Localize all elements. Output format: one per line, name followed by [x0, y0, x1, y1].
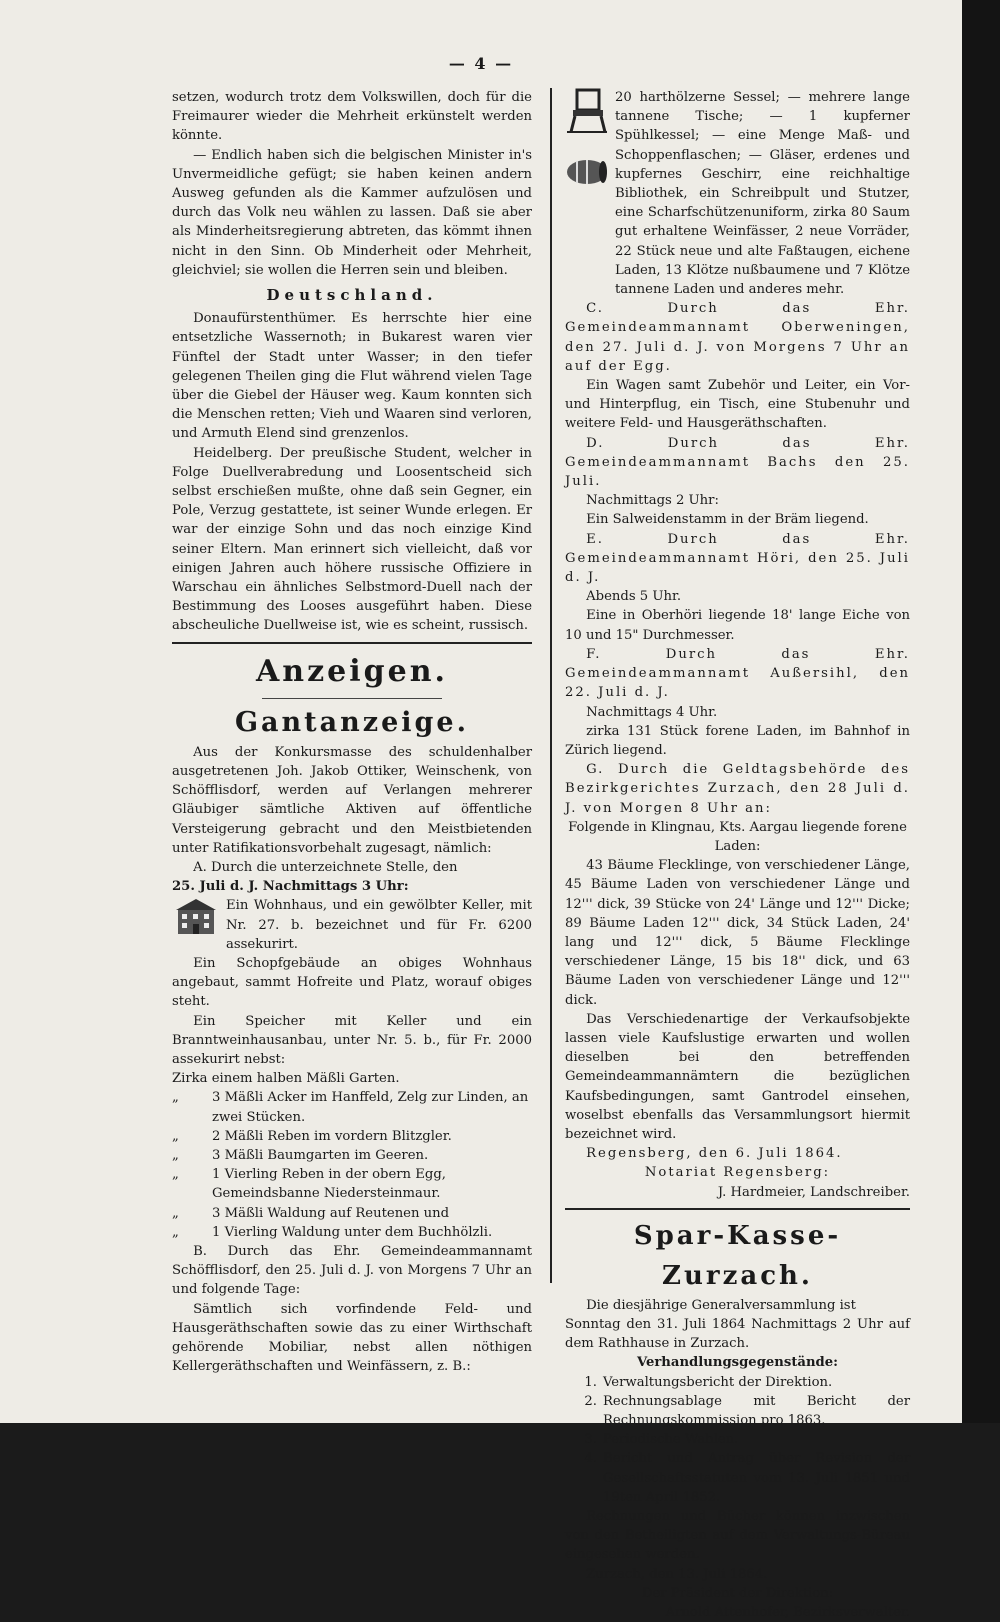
list-item-text: 3 Mäßli Baumgarten im Geeren.: [212, 1147, 429, 1163]
paragraph: Ein Salweidenstamm in der Bräm liegend.: [586, 512, 869, 528]
section-heading-anzeigen: Anzeigen.: [256, 653, 448, 689]
property-list: [172, 1088, 532, 1242]
paragraph: Die diesjährige Generalversammlung ist: [586, 1297, 856, 1313]
divider: [565, 1208, 910, 1210]
notariat: Notariat Regensberg:: [644, 1165, 831, 1181]
paragraph: 20 harthölzerne Sessel; — mehrere lange tannene Tische; — 1 kupferner Spühlkessel; — eine Menge Maß- und Schoppenflaschen; — Gläser, erdenes und kupfernes Geschirr, eine reichhaltige Bibliothek, ein Schreibpult und Stutzer, eine Scharfschützenuniform, zirka 80 Saum gut erhaltene Weinfässer, 2 neue Vorräder, 22 Stück neue und alte Faßtaugen, eichene Laden, 13 Klötze nußbaumene und 7 Klötze tannene Laden und anderes mehr.: [615, 90, 910, 298]
agenda-item: [565, 1373, 910, 1392]
agenda-list: [565, 1373, 910, 1507]
paragraph: Ein Speicher mit Keller und ein Branntweinhausanbau, unter Nr. 5. b., für Fr. 2000 assekurirt nebst:: [172, 1013, 532, 1067]
ditto-mark: „: [172, 1090, 179, 1106]
agenda-text: Bericht und Antrag über Revision der Gesellschaftsstatuten vom 13. Juli 1851 und 19ten April 1852.: [603, 1451, 910, 1505]
agenda-number: 1.: [584, 1374, 597, 1390]
agenda-item: [565, 1392, 910, 1430]
auction-f-head: F. Durch das Ehr. Gemeindeammannamt Außersihl, den 22. Juli d. J.: [565, 646, 910, 701]
scan-edge: [962, 0, 1000, 1423]
agenda-heading: Verhandlungsgegenstände:: [636, 1355, 839, 1371]
auction-e-head: E. Durch das Ehr. Gemeindeammannamt Höri, den 25. Juli d. J.: [565, 531, 910, 586]
house-icon: [172, 896, 220, 936]
paragraph: zirka 131 Stück forene Laden, im Bahnhof in Zürich liegend.: [565, 723, 910, 758]
divider: [262, 698, 442, 699]
time: Nachmittags 4 Uhr.: [586, 704, 718, 720]
agenda-item: [565, 1449, 910, 1507]
auction-a-date: 25. Juli d. J. Nachmittags 3 Uhr:: [172, 879, 409, 895]
paragraph: Sämtlich sich vorfindende Feld- und Hausgeräthschaften sowie das zu einer Wirthschaft gehörende Mobiliar, nebst allen nöthigen Kellergeräthschaften und Weinfässern, z. B.:: [172, 1301, 532, 1375]
list-item-text: 1 Vierling Waldung unter dem Buchhölzli.: [212, 1224, 493, 1240]
paragraph: Donaufürstenthümer. Es herrschte hier eine entsetzliche Wassernoth; in Bukarest waren vier Fünftel der Stadt unter Wasser; in den tiefer gelegenen Theilen ging die Flut während vielen Tage über die Giebel der Häuser weg. Kaum konnten sich die Menschen retten; Vieh und Waaren sind verloren, und Armuth Elend sind grenzenlos.: [172, 311, 532, 442]
ditto-mark: „: [172, 1128, 179, 1144]
ditto-mark: „: [172, 1224, 179, 1240]
list-item: [172, 1223, 532, 1242]
auction-a-head: A. Durch die unterzeichnete Stelle, den: [193, 859, 458, 875]
paragraph: Ein Schopfgebäude an obiges Wohnhaus angebaut, sammt Hofreite und Platz, worauf obiges steht.: [172, 955, 532, 1010]
paragraph: Eine in Oberhöri liegende 18' lange Eiche von 10 und 15" Durchmesser.: [565, 608, 910, 643]
sparkasse-title: Spar-Kasse-Zurzach.: [633, 1220, 842, 1291]
left-column: [172, 88, 532, 1376]
list-item-text: 1 Vierling Reben in der obern Egg, Gemeindsbanne Niedersteinmaur.: [212, 1167, 446, 1202]
agenda-number: 4.: [584, 1451, 597, 1467]
paragraph: Rechnungen und Bücher können inzwischen von den Betheiligten auf dem Verwaltungs-Büreau eingesehen werden.: [565, 1509, 910, 1563]
ditto-mark: „: [172, 1147, 179, 1163]
list-item: [172, 1204, 532, 1223]
agenda-text: Periodische Wahlen.: [603, 1432, 739, 1448]
section-heading-deutschland: Deutschland.: [266, 286, 438, 305]
place-date: Zurzach, den 13. Juli 1864.: [586, 1566, 768, 1582]
list-item-text: 3 Mäßli Waldung auf Reutenen und: [212, 1205, 450, 1221]
auction-d-head: D. Durch das Ehr. Gemeindeammannamt Bachs den 25. Juli.: [565, 435, 910, 490]
paragraph: Ein Wagen samt Zubehör und Leiter, ein Vor- und Hinterpflug, ein Tisch, eine Stubenuhr und weitere Feld- und Hausgeräthschaften.: [565, 378, 910, 432]
paragraph: setzen, wodurch trotz dem Volkswillen, doch für die Freimaurer wieder die Mehrheit erkünstelt werden könnte.: [172, 90, 532, 144]
paragraph: — Endlich haben sich die belgischen Minister in's Unvermeidliche gefügt; sie haben keinen andern Ausweg gefunden als die Kammer aufzulösen und durch das Volk neu wählen zu lassen. Daß sie aber als Minderheitsregierung abtreten, das kömmt ihnen nicht in den Sinn. Ob Minderheit oder Mehrheit, gleichviel; sie wollen die Herren sein und bleiben.: [172, 147, 532, 278]
list-item-text: 2 Mäßli Reben im vordern Blitzgler.: [212, 1128, 452, 1144]
list-item: [172, 1165, 532, 1203]
paragraph: Zirka einem halben Mäßli Garten.: [172, 1071, 400, 1087]
paragraph: Heidelberg. Der preußische Student, welcher in Folge Duellverabredung und Loosentscheid sich selbst erschießen mußte, ohne daß sein Gegner, ein Pole, Verzug gestattete, ist seiner Wunde erlegen. Er war der einzige Sohn und das noch einzige Kind seiner Eltern. Man erinnert sich vielleicht, daß vor einigen Jahren auch höhere russische Offiziere in Warschau ein ähnliches Selbstmord-Duell nach der Bestimmung des Looses ausgeführt haben. Diese abscheuliche Duellweise ist, wie es scheint, russisch.: [172, 445, 532, 634]
barrel-icon: [565, 156, 609, 188]
list-item: [172, 1127, 532, 1146]
agenda-number: 3.: [584, 1432, 597, 1448]
auction-c-head: C. Durch das Ehr. Gemeindeammannamt Oberweningen, den 27. Juli d. J. von Morgens 7 Uhr an auf der Egg.: [565, 301, 910, 374]
list-item: [172, 1088, 532, 1126]
paragraph: 43 Bäume Flecklinge, von verschiedener Länge, 45 Bäume Laden von verschiedener Länge und 12''' dick, 39 Stücke von 24' Länge und 12''' Dicke; 89 Bäume Laden 12''' dick, 34 Stück Laden, 24' lang und 12''' dick, 5 Bäume Flecklinge verschiedener Länge, 15 bis 18'' dick, und 63 Bäume Laden von verschiedener Länge und 12''' dick.: [565, 858, 910, 1008]
subheading: Folgende in Klingnau, Kts. Aargau liegende forene Laden:: [568, 819, 907, 854]
signature: J. Hardmeier, Landschreiber.: [717, 1184, 910, 1200]
signature: Arnold Attenhofer, Bezirksverwalter.: [665, 1605, 910, 1621]
paragraph: Ein Wohnhaus, und ein gewölbter Keller, mit Nr. 27. b. bezeichnet und für Fr. 6200 assekurirt.: [226, 898, 532, 952]
time: Abends 5 Uhr.: [586, 589, 682, 605]
auction-b-head: B. Durch das Ehr. Gemeindeammannamt Schöfflisdorf, den 25. Juli d. J. von Morgens 7 Uhr an und folgende Tage:: [172, 1243, 532, 1298]
agenda-text: Verwaltungsbericht der Direktion.: [603, 1374, 833, 1390]
agenda-number: 2.: [584, 1393, 597, 1409]
agenda-text: Rechnungsablage mit Bericht der Rechnungskommission pro 1863.: [603, 1393, 910, 1428]
agenda-item: [565, 1430, 910, 1449]
page-number: — 4 —: [448, 54, 514, 73]
meeting-date: Sonntag den 31. Juli 1864 Nachmittags 2 Uhr auf dem Rathhause in Zurzach.: [565, 1316, 910, 1352]
chair-icon: [565, 88, 609, 134]
place-date: Regensberg, den 6. Juli 1864.: [586, 1146, 843, 1162]
president-label: Der Präsident der Direktion:: [641, 1585, 834, 1601]
column-divider: [550, 88, 552, 1283]
list-item-text: 3 Mäßli Acker im Hanffeld, Zelg zur Linden, an zwei Stücken.: [212, 1090, 529, 1125]
ditto-mark: „: [172, 1167, 179, 1183]
divider: [172, 642, 532, 644]
time: Nachmittags 2 Uhr:: [586, 493, 719, 509]
auction-g-head: G. Durch die Geldtagsbehörde des Bezirkgerichtes Zurzach, den 28 Juli d. J. von Morgen 8 Uhr an:: [565, 762, 910, 816]
ditto-mark: „: [172, 1205, 179, 1221]
paragraph: Aus der Konkursmasse des schuldenhalber ausgetretenen Joh. Jakob Ottiker, Weinschenk, von Schöfflisdorf, werden auf Verlangen mehrerer Gläubiger sämtliche Aktiven auf öffentliche Versteigerung gebracht und den Meistbietenden unter Ratifikationsvorbehalt zugesagt, nämlich:: [172, 744, 532, 856]
list-item: [172, 1146, 532, 1165]
right-column: [565, 88, 910, 1622]
paragraph: Das Verschiedenartige der Verkaufsobjekte lassen viele Kaufslustige erwarten und wollen dieselben bei den betreffenden Gemeindeammannämtern die bezüglichen Kaufsbedingungen, samt Gantrodel einsehen, woselbst ebenfalls das Versammlungsort hiermit bezeichnet wird.: [565, 1011, 910, 1142]
gantanzeige-title: Gantanzeige.: [234, 706, 469, 738]
